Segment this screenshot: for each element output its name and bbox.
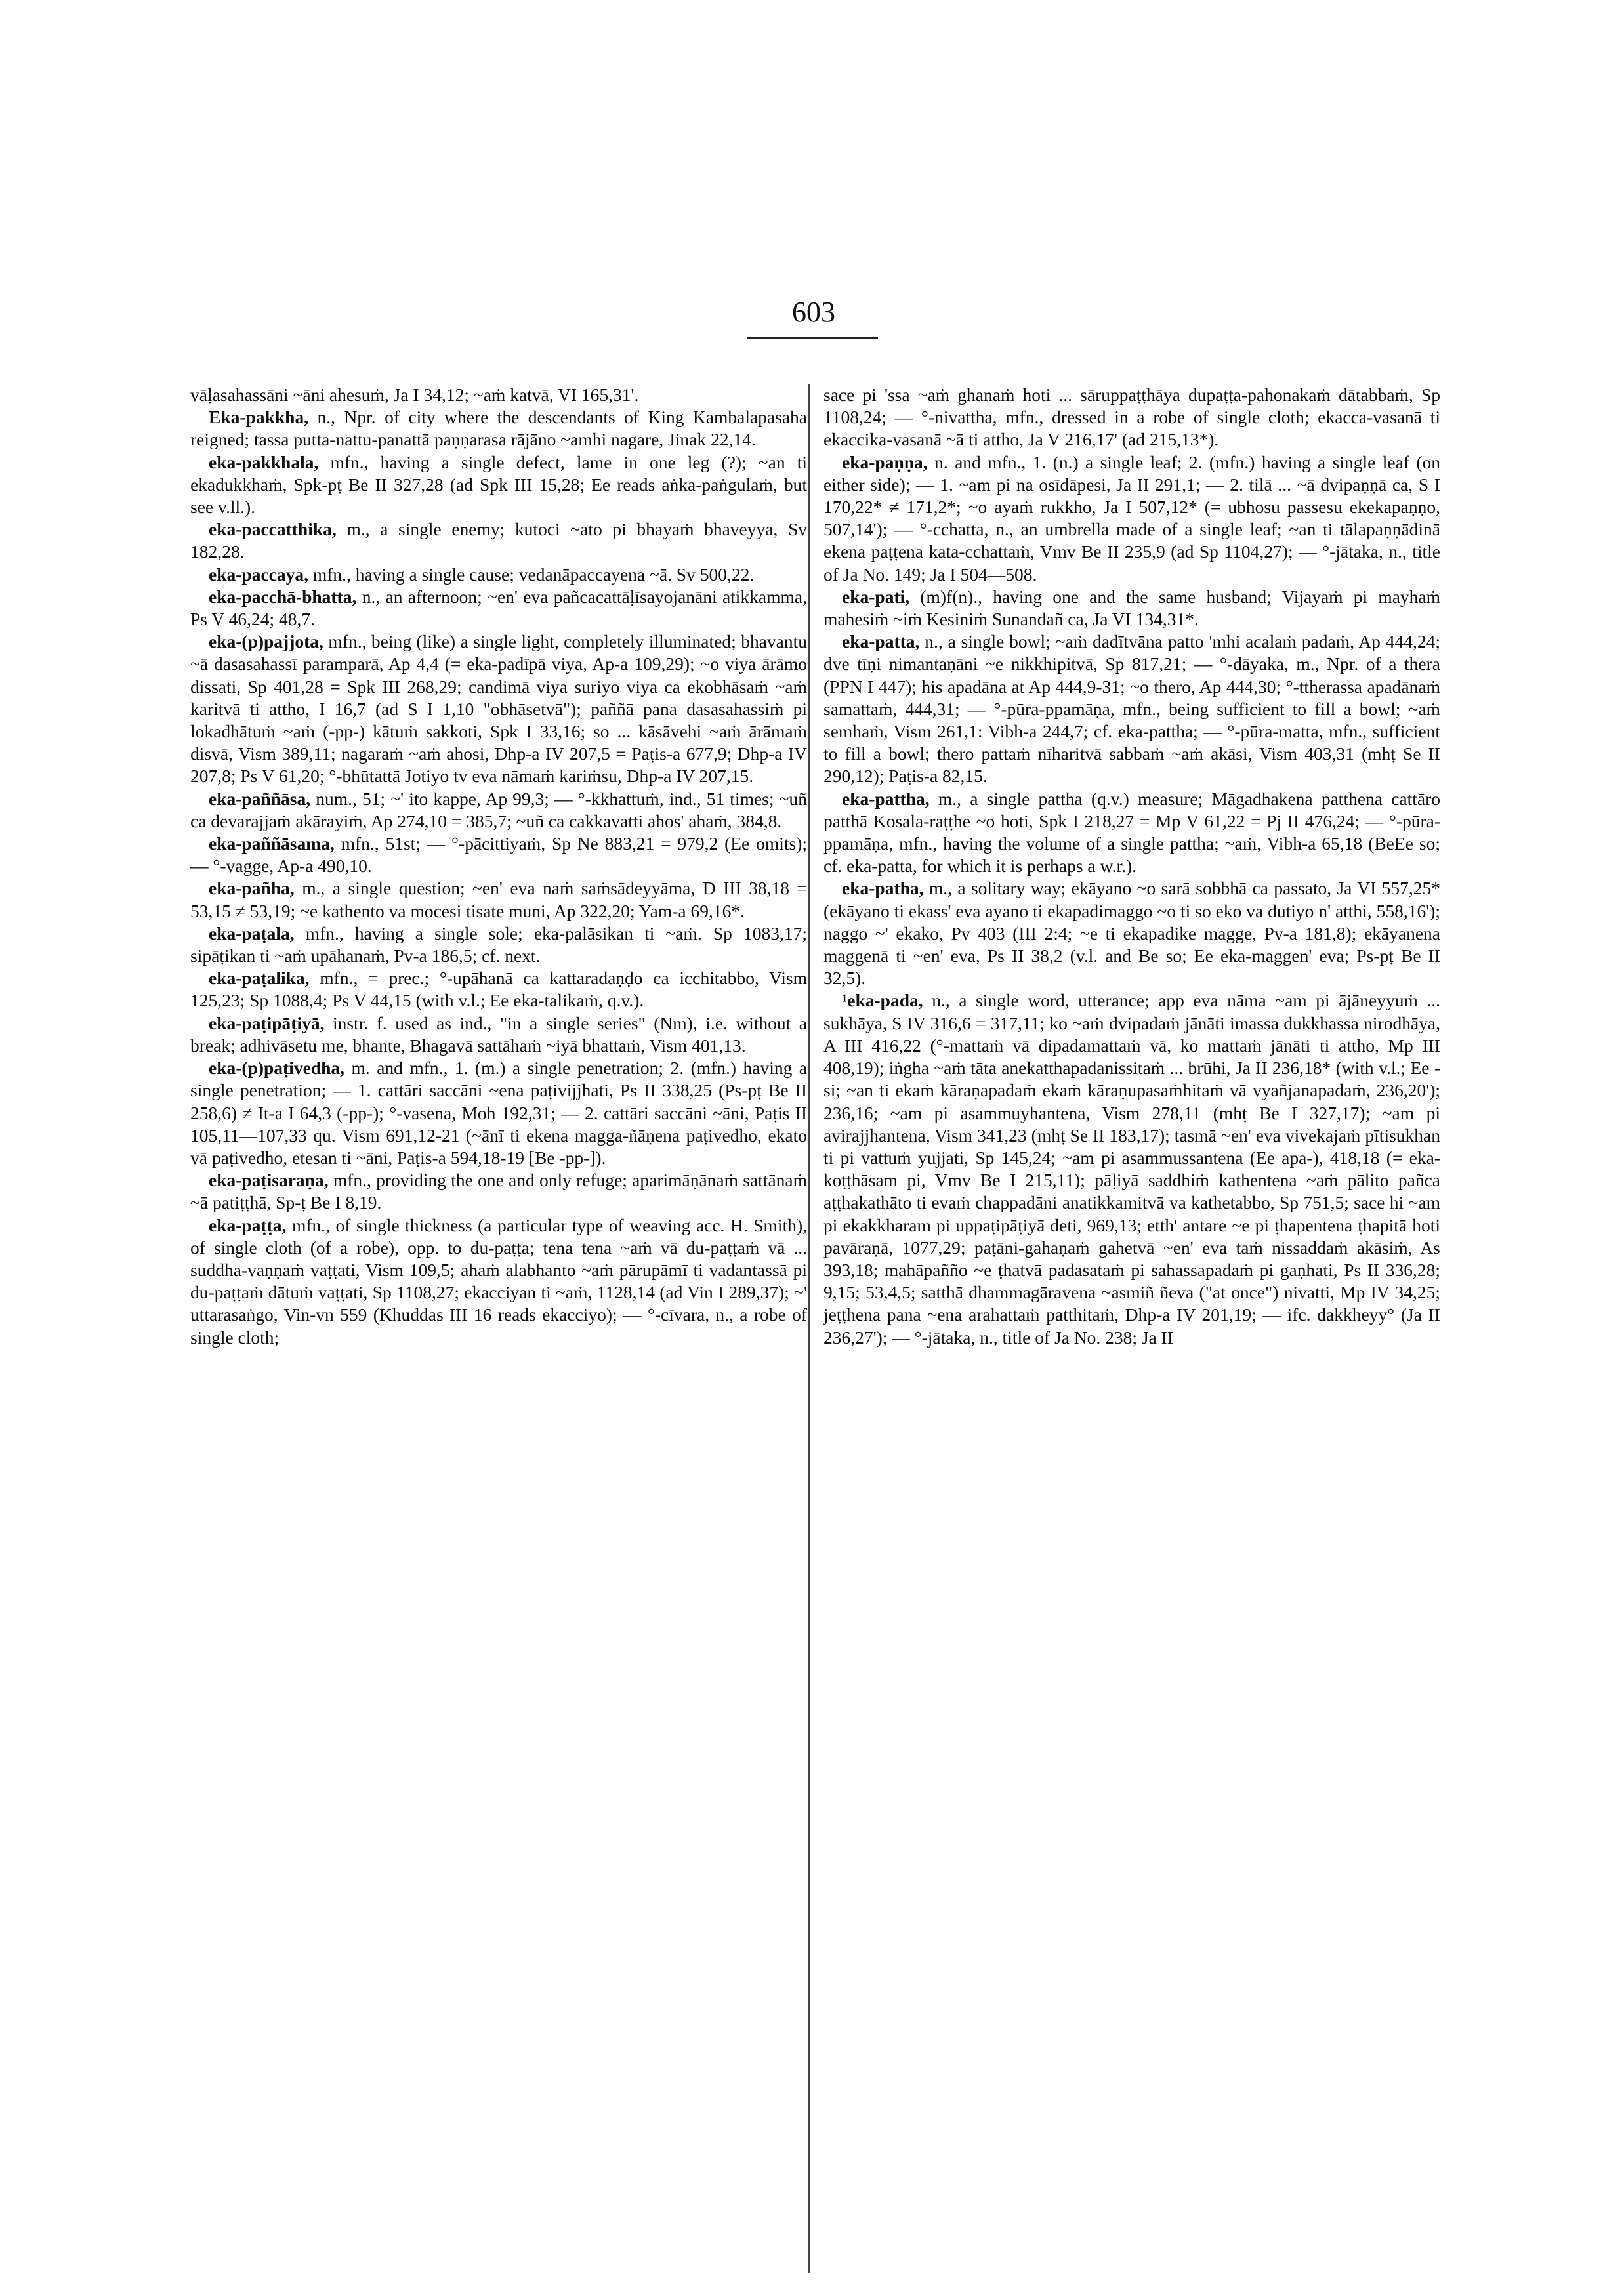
- entry-headword: eka-paṭipāṭiyā,: [209, 1012, 325, 1033]
- dictionary-entry: [823, 989, 1440, 1348]
- entry-text: mfn., having a single cause; vedanāpaccayena ~ā. Sv 500,22.: [312, 564, 755, 585]
- entry-text: m., a single pattha (q.v.) measure; Māgadhakena patthena cattāro patthā Kosala-raṭṭhe ~o hoti, Spk I 218,27 = Mp V 61,22 = Pj II 476,24; — °-pūra-ppamāṇa, mfn., having the volume of a single pattha; ~aṁ, Vibh-a 65,18 (BeEe so; cf. eka-patta, for which it is perhaps a w.r.).: [823, 788, 1440, 877]
- dictionary-entry: [190, 833, 807, 877]
- entry-text: m., a single question; ~en' eva naṁ saṁsādeyyāma, D III 38,18 = 53,15 ≠ 53,19; ~e kathento va mocesi tisate muni, Ap 322,20; Yam-a 69,16*.: [190, 878, 807, 921]
- entry-headword: eka-paṭṭa,: [209, 1214, 287, 1235]
- dictionary-entry: [190, 1169, 807, 1214]
- page-number-rule: [747, 337, 878, 339]
- dictionary-entry: [190, 518, 807, 563]
- dictionary-entry: [190, 451, 807, 519]
- dictionary-entry: [190, 384, 807, 406]
- entry-text: n., an afternoon; ~en' eva pañcacattāḷīsayojanāni atikkamma, Ps V 46,24; 48,7.: [190, 586, 807, 630]
- entry-text: (m)f(n)., having one and the same husband; Vijayaṁ pi mayhaṁ mahesiṁ ~iṁ Kesiniṁ Sunandañ ca, Ja VI 134,31*.: [823, 586, 1440, 630]
- entry-headword: eka-(p)pajjota,: [209, 631, 323, 652]
- dictionary-entry: [823, 384, 1440, 451]
- dictionary-entry: [190, 1057, 807, 1169]
- entry-headword: eka-paṇṇa,: [842, 451, 928, 472]
- dictionary-entry: [190, 922, 807, 967]
- dictionary-entry: [190, 1214, 807, 1349]
- entry-headword: eka-patta,: [842, 631, 920, 652]
- entry-headword: eka-pañha,: [209, 878, 295, 899]
- dictionary-entry: [190, 1012, 807, 1057]
- dictionary-entry: [190, 406, 807, 451]
- entry-text: m. and mfn., 1. (m.) a single penetration; 2. (mfn.) having a single penetration; — 1. cattāri saccāni ~ena paṭivijjhati, Ps II 338,25 (Ps-pṭ Be II 258,6) ≠ It-a I 64,3 (-pp-); °-vasena, Moh 192,31; — 2. cattāri saccāni ~āni, Paṭis II 105,11—107,33 qu. Vism 691,12-21 (~ānī ti ekena magga-ñāṇena paṭivedho, ekato vā paṭivedho, etesan ti ~āni, Paṭis-a 594,18-19 [Be -pp-]).: [190, 1058, 807, 1168]
- entry-text: n., a single bowl; ~aṁ dadītvāna patto 'mhi acalaṁ padaṁ, Ap 444,24; dve tīṇi nimantaṇāni ~e nikkhipitvā, Sp 817,21; — °-dāyaka, m., Npr. of a thera (PPN I 447); his apadāna at Ap 444,9-31; ~o thero, Ap 444,30; °-ttherassa apadānaṁ samattaṁ, 444,31; — °-pūra-ppamāṇa, mfn., being sufficient to fill a bowl; ~aṁ semhaṁ, Vism 261,1: Vibh-a 244,7; cf. eka-pattha; — °-pūra-matta, mfn., sufficient to fill a bowl; thero pattaṁ nīharitvā sabbaṁ ~aṁ akāsi, Vism 403,31 (mhṭ Se II 290,12); Paṭis-a 82,15.: [823, 631, 1440, 787]
- dictionary-entry: [823, 451, 1440, 586]
- entry-text: sace pi 'ssa ~aṁ ghanaṁ hoti ... sāruppaṭṭhāya dupaṭṭa-pahonakaṁ dātabbaṁ, Sp 1108,24; — °-nivattha, mfn., dressed in a robe of single cloth; ekacca-vasanā ti ekaccika-vasanā ~ā ti attho, Ja V 216,17' (ad 215,13*).: [823, 384, 1440, 450]
- entry-headword: eka-pacchā-bhatta,: [209, 586, 357, 607]
- dictionary-entry: [190, 564, 807, 586]
- entry-headword: eka-paṭalika,: [209, 968, 310, 989]
- right-column: [823, 384, 1440, 2273]
- left-column: [190, 384, 807, 2273]
- entry-text: mfn., having a single sole; eka-palāsikan ti ~aṁ. Sp 1083,17; sipāṭikan ti ~aṁ upāhanaṁ, Pv-a 186,5; cf. next.: [190, 922, 807, 966]
- dictionary-entry: [190, 631, 807, 787]
- entry-headword: eka-paññāsa,: [209, 788, 311, 809]
- dictionary-entry: [190, 788, 807, 833]
- entry-text: mfn., of single thickness (a particular type of weaving acc. H. Smith), of single cloth (of a robe), opp. to du-paṭṭa; tena tena ~aṁ vā du-paṭṭaṁ vā ... suddha-vaṇṇaṁ vaṭṭati, Vism 109,5; ahaṁ alabhanto ~aṁ pārupāmī ti vadantassā pi du-paṭṭaṁ dātuṁ vaṭṭati, Sp 1108,27; ekacciyan ti ~aṁ, 1128,14 (ad Vin I 289,37); ~' uttarasaṅgo, Vin-vn 559 (Khuddas III 16 reads ekacciyo); — °-cīvara, n., a robe of single cloth;: [190, 1214, 807, 1348]
- entry-text: mfn., being (like) a single light, completely illuminated; bhavantu ~ā dasasahassī paramparā, Ap 4,4 (= eka-padīpā viya, Ap-a 109,29); ~o viya ārāmo dissati, Sp 401,28 = Spk III 268,29; candimā viya suriyo viya ca ekobhāsaṁ ~aṁ karitvā ti attho, I 16,7 (ad S I 1,10 "obhāsetvā"); paññā pana dasasahassiṁ pi lokadhātuṁ ~aṁ (-pp-) kātuṁ sakkoti, Spk I 33,16; so ... kāsāvehi ~aṁ ārāmaṁ disvā, Vism 389,11; nagaraṁ ~aṁ ahosi, Dhp-a IV 207,5 = Paṭis-a 677,9; Dhp-a IV 207,8; Ps V 61,20; °-bhūtattā Jotiyo tv eva nāmaṁ kariṁsu, Dhp-a IV 207,15.: [190, 631, 807, 787]
- dictionary-entry: [823, 788, 1440, 878]
- column-divider: [808, 384, 810, 2273]
- entry-headword: ¹eka-pada,: [842, 990, 923, 1011]
- entry-text: mfn., having a single defect, lame in one leg (?); ~an ti ekadukkhaṁ, Spk-pṭ Be II 327,28 (ad Spk III 15,28; Ee reads aṅka-paṅgulaṁ, but see v.ll.).: [190, 451, 807, 518]
- entry-headword: eka-patha,: [842, 878, 924, 899]
- entry-text: instr. f. used as ind., "in a single series" (Nm), i.e. without a break; adhivāsetu me, bhante, Bhagavā sattāhaṁ ~iyā bhattaṁ, Vism 401,13.: [190, 1012, 807, 1056]
- entry-text: n. and mfn., 1. (n.) a single leaf; 2. (mfn.) having a single leaf (on either side); — 1. ~am pi na osīdāpesi, Ja II 291,1; — 2. tilā ... ~ā dvipaṇṇā ca, S I 170,22* ≠ 171,2*; ~o ayaṁ rukkho, Ja I 507,12* (= ubhosu passesu ekekapaṇṇo, 507,14'); — °-cchatta, n., an umbrella made of a single leaf; ~an ti tālapaṇṇādinā ekena paṭṭena kata-cchattaṁ, Vmv Be II 235,9 (ad Sp 1104,27); — °-jātaka, n., title of Ja No. 149; Ja I 504—508.: [823, 451, 1440, 585]
- page-number: 603: [792, 296, 835, 328]
- entry-text: m., a single enemy; kutoci ~ato pi bhayaṁ bhaveyya, Sv 182,28.: [190, 519, 807, 562]
- dictionary-entry: [190, 877, 807, 922]
- entry-headword: eka-paccatthika,: [209, 519, 337, 540]
- entry-headword: eka-pakkhala,: [209, 451, 319, 472]
- dictionary-entry: [190, 586, 807, 631]
- dictionary-entry: [190, 967, 807, 1012]
- entry-headword: eka-pattha,: [842, 788, 930, 809]
- entry-headword: Eka-pakkha,: [209, 407, 309, 428]
- dictionary-entry: [823, 586, 1440, 631]
- entry-headword: eka-paṭala,: [209, 922, 295, 943]
- entry-headword: eka-paccaya,: [209, 564, 308, 585]
- dictionary-entry: [823, 631, 1440, 787]
- entry-headword: eka-paññāsama,: [209, 833, 335, 854]
- entry-text: mfn., providing the one and only refuge; aparimāṇānaṁ sattānaṁ ~ā patiṭṭhā, Sp-ṭ Be I 8,19.: [190, 1170, 807, 1213]
- entry-text: m., a solitary way; ekāyano ~o sarā sobbhā ca passato, Ja VI 557,25* (ekāyano ti ekass' eva ayano ti ekapadimaggo ~o ti so eko va dutiyo n' atthi, 558,16'); naggo ~' ekako, Pv 403 (III 2:4; ~e ti ekapadike magge, Pv-a 181,8); ekāyanena maggenā ti ~en' eva, Ps II 38,2 (v.l. and Be so; Ee eka-maggen' eva; Ps-pṭ Be II 32,5).: [823, 878, 1440, 989]
- dictionary-entry: [823, 877, 1440, 989]
- entry-headword: eka-paṭisaraṇa,: [209, 1170, 329, 1191]
- entry-text: num., 51; ~' ito kappe, Ap 99,3; — °-kkhattuṁ, ind., 51 times; ~uñ ca devarajjaṁ akārayiṁ, Ap 274,10 = 385,7; ~uñ ca cakkavatti ahos' ahaṁ, 384,8.: [190, 788, 807, 831]
- entry-text: n., a single word, utterance; app eva nāma ~am pi ājāneyyuṁ ... sukhāya, S IV 316,6 = 317,11; ko ~aṁ dvipadaṁ jānāti imassa dukkhassa nirodhāya, A III 416,22 (°-mattaṁ vā dipadamattaṁ vā, ko mattaṁ jānāti ti attho, Mp III 408,19); iṅgha ~aṁ tāta anekatthapadanissitaṁ ... brūhi, Ja II 236,18* (with v.l.; Ee -si; ~an ti ekaṁ kāraṇapadaṁ ekaṁ kāraṇupasaṁhitaṁ vā vyañjanapadaṁ, 236,20'); 236,16; ~am pi asammuyhantena, Vism 278,11 (mhṭ Be I 327,17); ~am pi avirajjhantena, Vism 341,23 (mhṭ Se II 183,17); tasmā ~en' eva vivekajaṁ pītisukhan ti pi vattuṁ yujjati, Sp 145,24; ~am pi asammussantena (Ee apa-), 418,18 (= eka-koṭṭhāsam pi, Vmv Be I 215,11); pāḷiyā saddhiṁ kathentena ~aṁ pālito pañca aṭṭhakathāto ti evaṁ chappadāni anatikkamitvā va kathetabbo, Sp 751,5; sace hi ~am pi ekakkharam pi uppaṭipāṭiyā deti, 969,13; etth' antare ~e pi ṭhapentena ṭhapitā hoti pavāraṇā, 1077,29; paṭāni-gahaṇaṁ gahetvā ~en' eva taṁ nissaddaṁ akāsiṁ, As 393,18; mahāpañño ~e ṭhatvā padasataṁ pi sahassapadaṁ pi gaṇhati, Ps II 336,28; 9,15; 53,4,5; satthā dhammagāravena ~asmiñ ñeva ("at once") nivatti, Mp IV 34,25; jeṭṭhena pana ~ena arahattaṁ patthitaṁ, Dhp-a IV 201,19; — ifc. dakkheyy° (Ja II 236,27'); — °-jātaka, n., title of Ja No. 238; Ja II: [823, 990, 1440, 1348]
- entry-text: vāḷasahassāni ~āni ahesuṁ, Ja I 34,12; ~aṁ katvā, VI 165,31'.: [190, 384, 639, 405]
- entry-headword: eka-(p)paṭivedha,: [209, 1058, 345, 1079]
- entry-text: mfn., 51st; — °-pācittiyaṁ, Sp Ne 883,21 = 979,2 (Ee omits); — °-vagge, Ap-a 490,10.: [190, 833, 807, 877]
- entry-text: mfn., = prec.; °-upāhanā ca kattaradaṇḍo ca icchitabbo, Vism 125,23; Sp 1088,4; Ps V 44,15 (with v.l.; Ee eka-talikaṁ, q.v.).: [190, 968, 807, 1011]
- entry-headword: eka-pati,: [842, 586, 910, 607]
- entry-text: n., Npr. of city where the descendants of King Kambalapasaha reigned; tassa putta-nattu-panattā paṇṇarasa rājāno ~amhi nagare, Jinak 22,14.: [190, 407, 807, 450]
